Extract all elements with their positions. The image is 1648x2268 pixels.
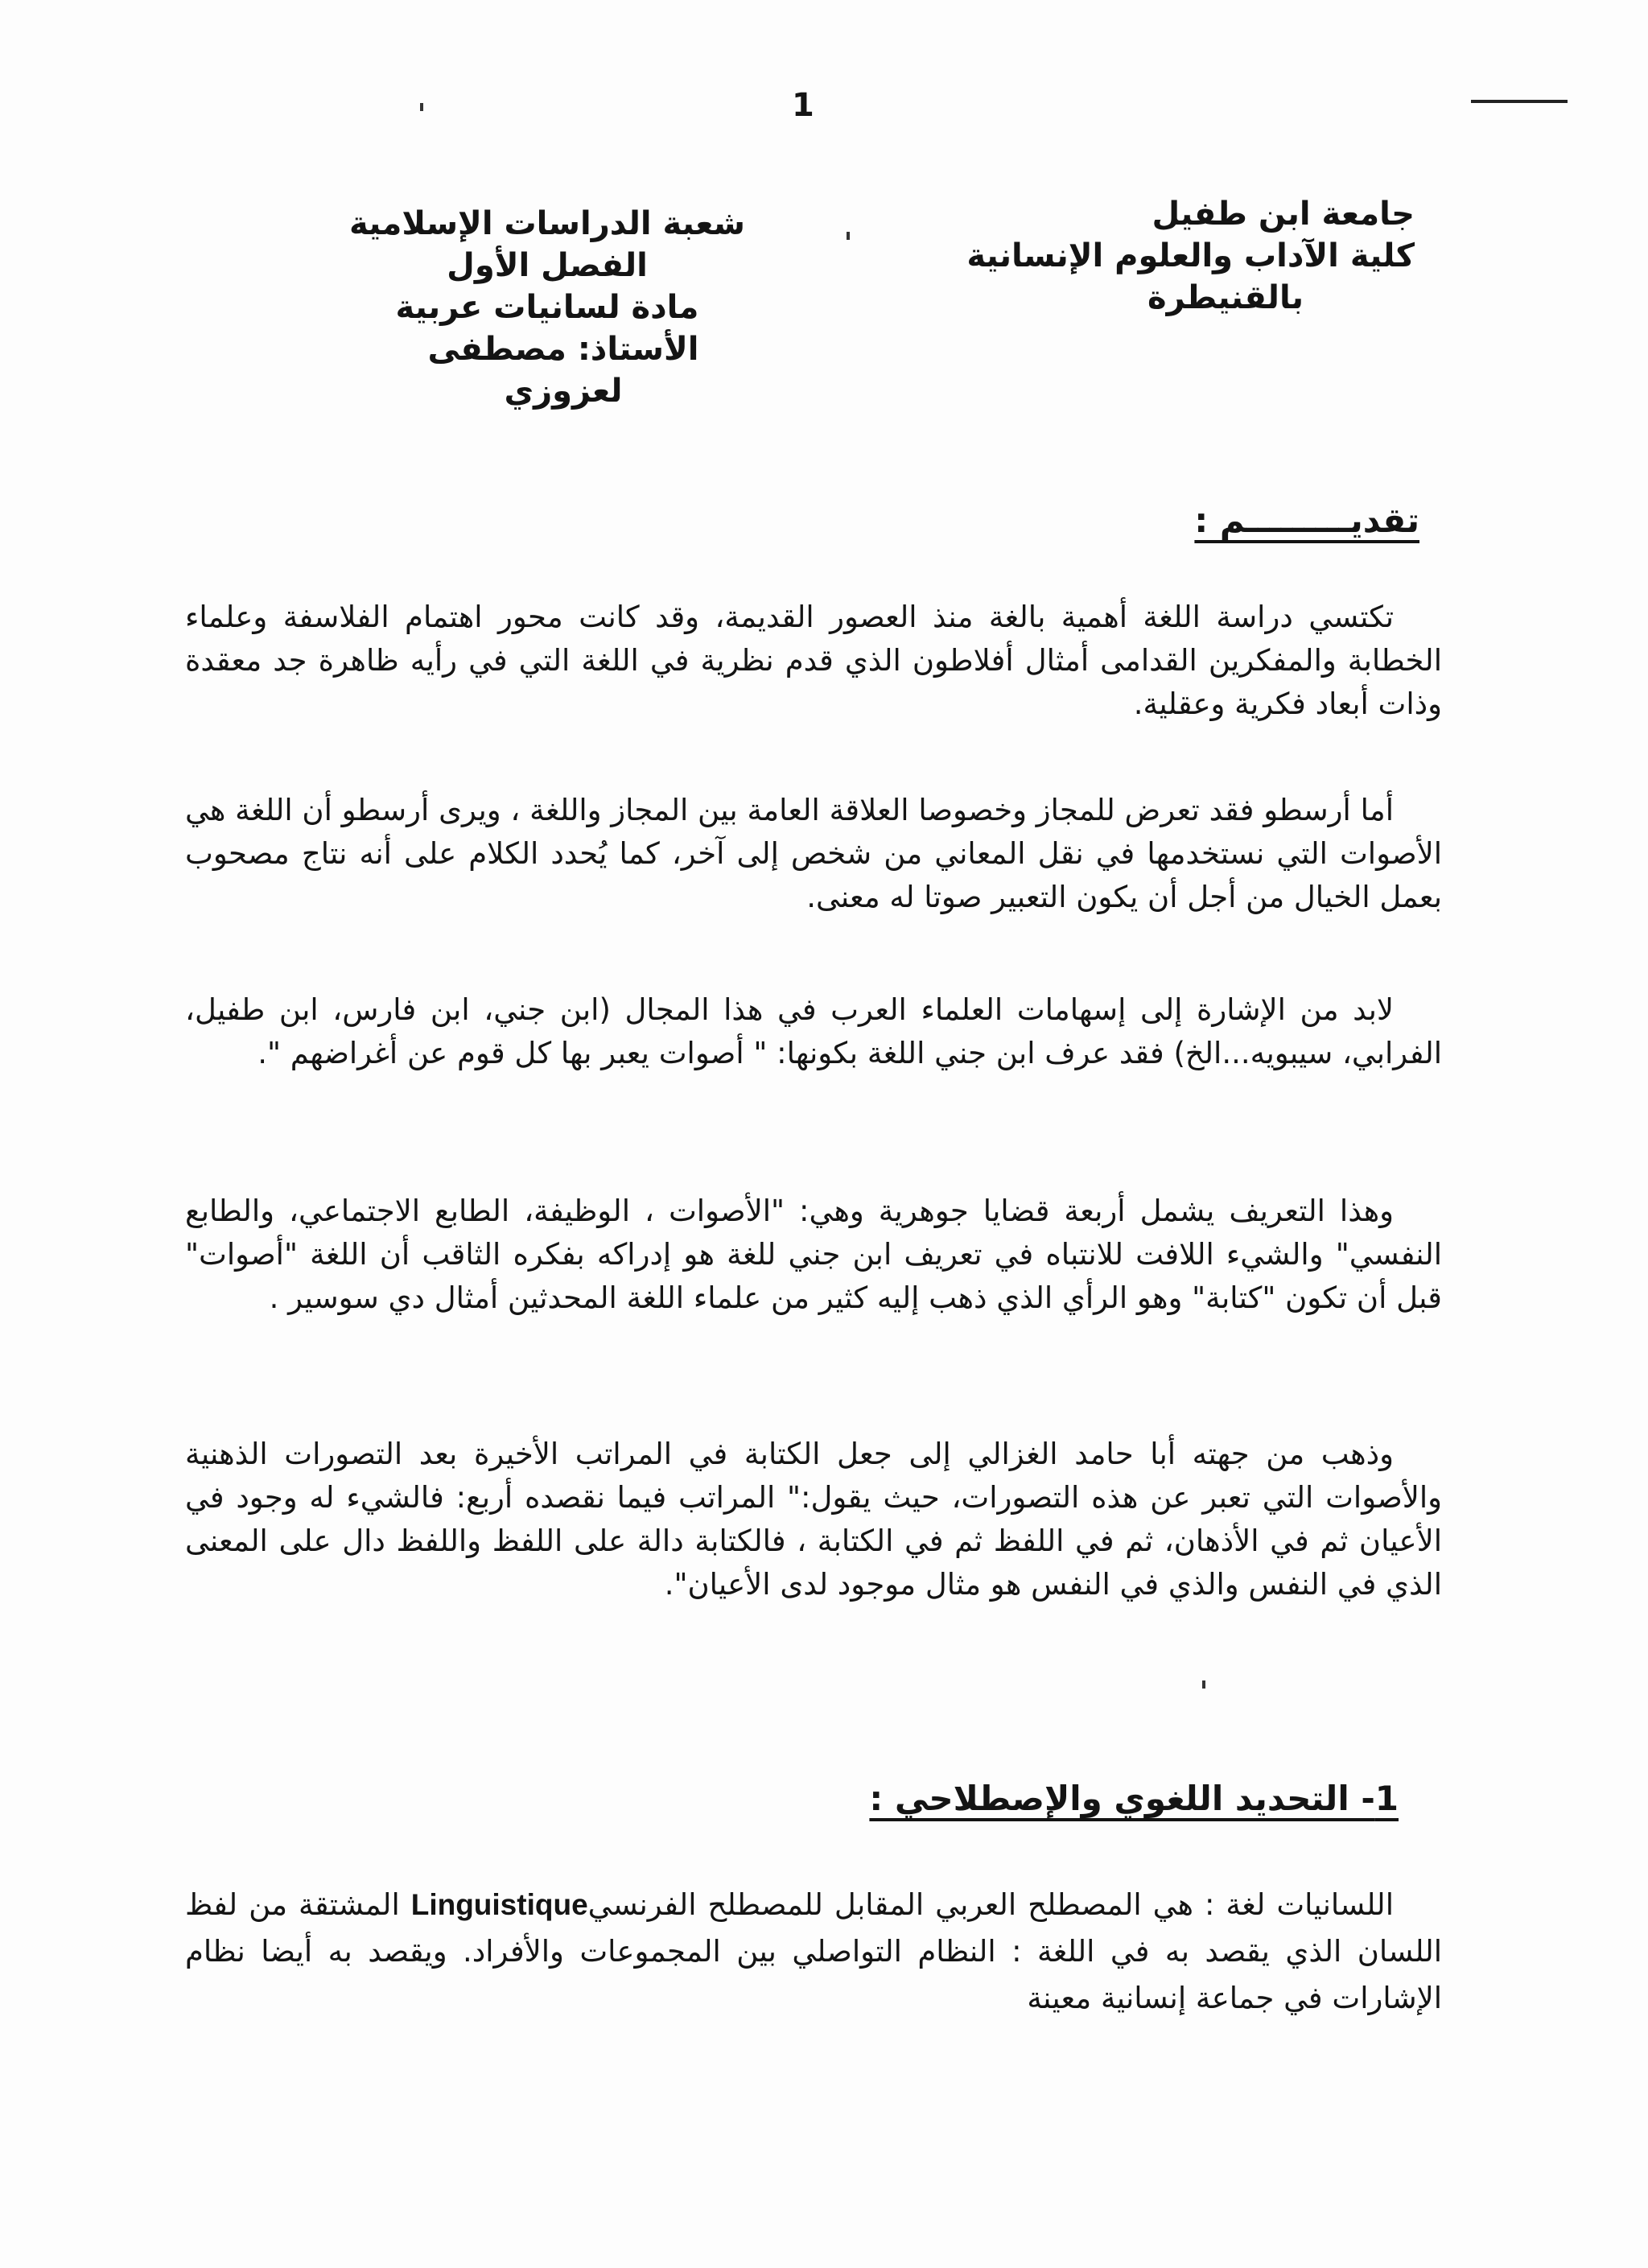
intro-heading: تقديـــــــــم :	[1194, 501, 1419, 540]
subject-label: مادة لسانيات عربية	[395, 289, 699, 326]
paragraph	[185, 596, 1442, 726]
paragraph	[185, 789, 1442, 919]
paragraph-text: وهذا التعريف يشمل أربعة قضايا جوهرية وهي: "الأصوات ، الوظيفة، الطابع الاجتماعي، والطابع النفسي" والشيء اللافت للانتباه في تعريف ابن جني للغة هو إدراكه بفكره الثاقب أن اللغة "أصوات" قبل أن تكون "كتابة" وهو الرأي الذي ذهب إليه كثير من علماء اللغة المحدثين أمثال دي سوسير .	[185, 1194, 1442, 1315]
paragraph-text: وذهب من جهته أبا حامد الغزالي إلى جعل الكتابة في المراتب الأخيرة بعد التصورات الذهنية والأصوات التي تعبر عن هذه التصورات، حيث يقول:" المراتب فيما نقصده أربع: فالشيء له وجود في الأعيان ثم في الأذهان، ثم في اللفظ ثم في الكتابة ، فالكتابة دالة على اللفظ واللفظ دال على المعنى الذي في النفس والذي في النفس هو مثال موجود لدى الأعيان".	[185, 1437, 1442, 1602]
page-number: 1	[792, 87, 814, 124]
institution-header	[964, 193, 1415, 319]
paragraph-text: لابد من الإشارة إلى إسهامات العلماء العرب في هذا المجال (ابن جني، ابن فارس، ابن طفيل، الفرابي، سيبويه...الخ) فقد عرف ابن جني اللغة بكونها: " أصوات يعبر بها كل قوم عن أغراضهم ".	[185, 992, 1442, 1070]
course-header	[338, 203, 756, 412]
paragraph-text: تكتسي دراسة اللغة أهمية بالغة منذ العصور القديمة، وقد كانت محور اهتمام الفلاسفة وعلماء الخطابة والمفكرين القدامى أمثال أفلاطون الذي قدم نظرية في اللغة التي في رأيه ظاهرة جد معقدة وذات أبعاد فكرية وعقلية.	[185, 600, 1442, 721]
paragraph	[185, 1190, 1442, 1320]
city-name: بالقنيطرة	[1147, 279, 1304, 316]
faculty-name: كلية الآداب والعلوم الإنسانية	[966, 237, 1415, 274]
paragraph-text: أما أرسطو فقد تعرض للمجاز وخصوصا العلاقة العامة بين المجاز واللغة ، ويرى أرسطو أن اللغة هي الأصوات التي نستخدمها في نقل المعاني من شخص إلى آخر، كما يُحدد الكلام على أنه نتاج مصحوب بعمل الخيال من أجل أن يكون التعبير صوتا له معنى.	[185, 793, 1442, 914]
definition-text-end: المشتقة من لفظ اللسان الذي يقصد به في اللغة : النظام التواصلي بين المجموعات والأفراد. ويقصد به أيضا نظام الإشارات في جماعة إنسانية معينة	[185, 1887, 1442, 2015]
stray-mark	[1202, 1680, 1205, 1689]
section-heading: 1- التحديد اللغوي والإصطلاحي :	[869, 1779, 1399, 1818]
paragraph	[185, 1882, 1442, 2022]
department-name: شعبة الدراسات الإسلامية	[348, 205, 746, 242]
corner-line-mark	[1471, 100, 1568, 103]
definition-text-start: اللسانيات لغة : هي المصطلح العربي المقابل للمصطلح الفرنسي	[587, 1887, 1394, 1922]
stray-mark	[420, 103, 423, 111]
linguistique-term: Linguistique	[410, 1888, 588, 1921]
stray-mark	[847, 232, 850, 240]
paragraph	[185, 988, 1442, 1075]
definition-text	[185, 1882, 1442, 2022]
university-name: جامعة ابن طفيل	[1152, 196, 1415, 233]
paragraph	[185, 1433, 1442, 1606]
professor-name: الأستاذ: مصطفى لعزوزي	[427, 331, 699, 410]
semester-label: الفصل الأول	[447, 247, 648, 284]
